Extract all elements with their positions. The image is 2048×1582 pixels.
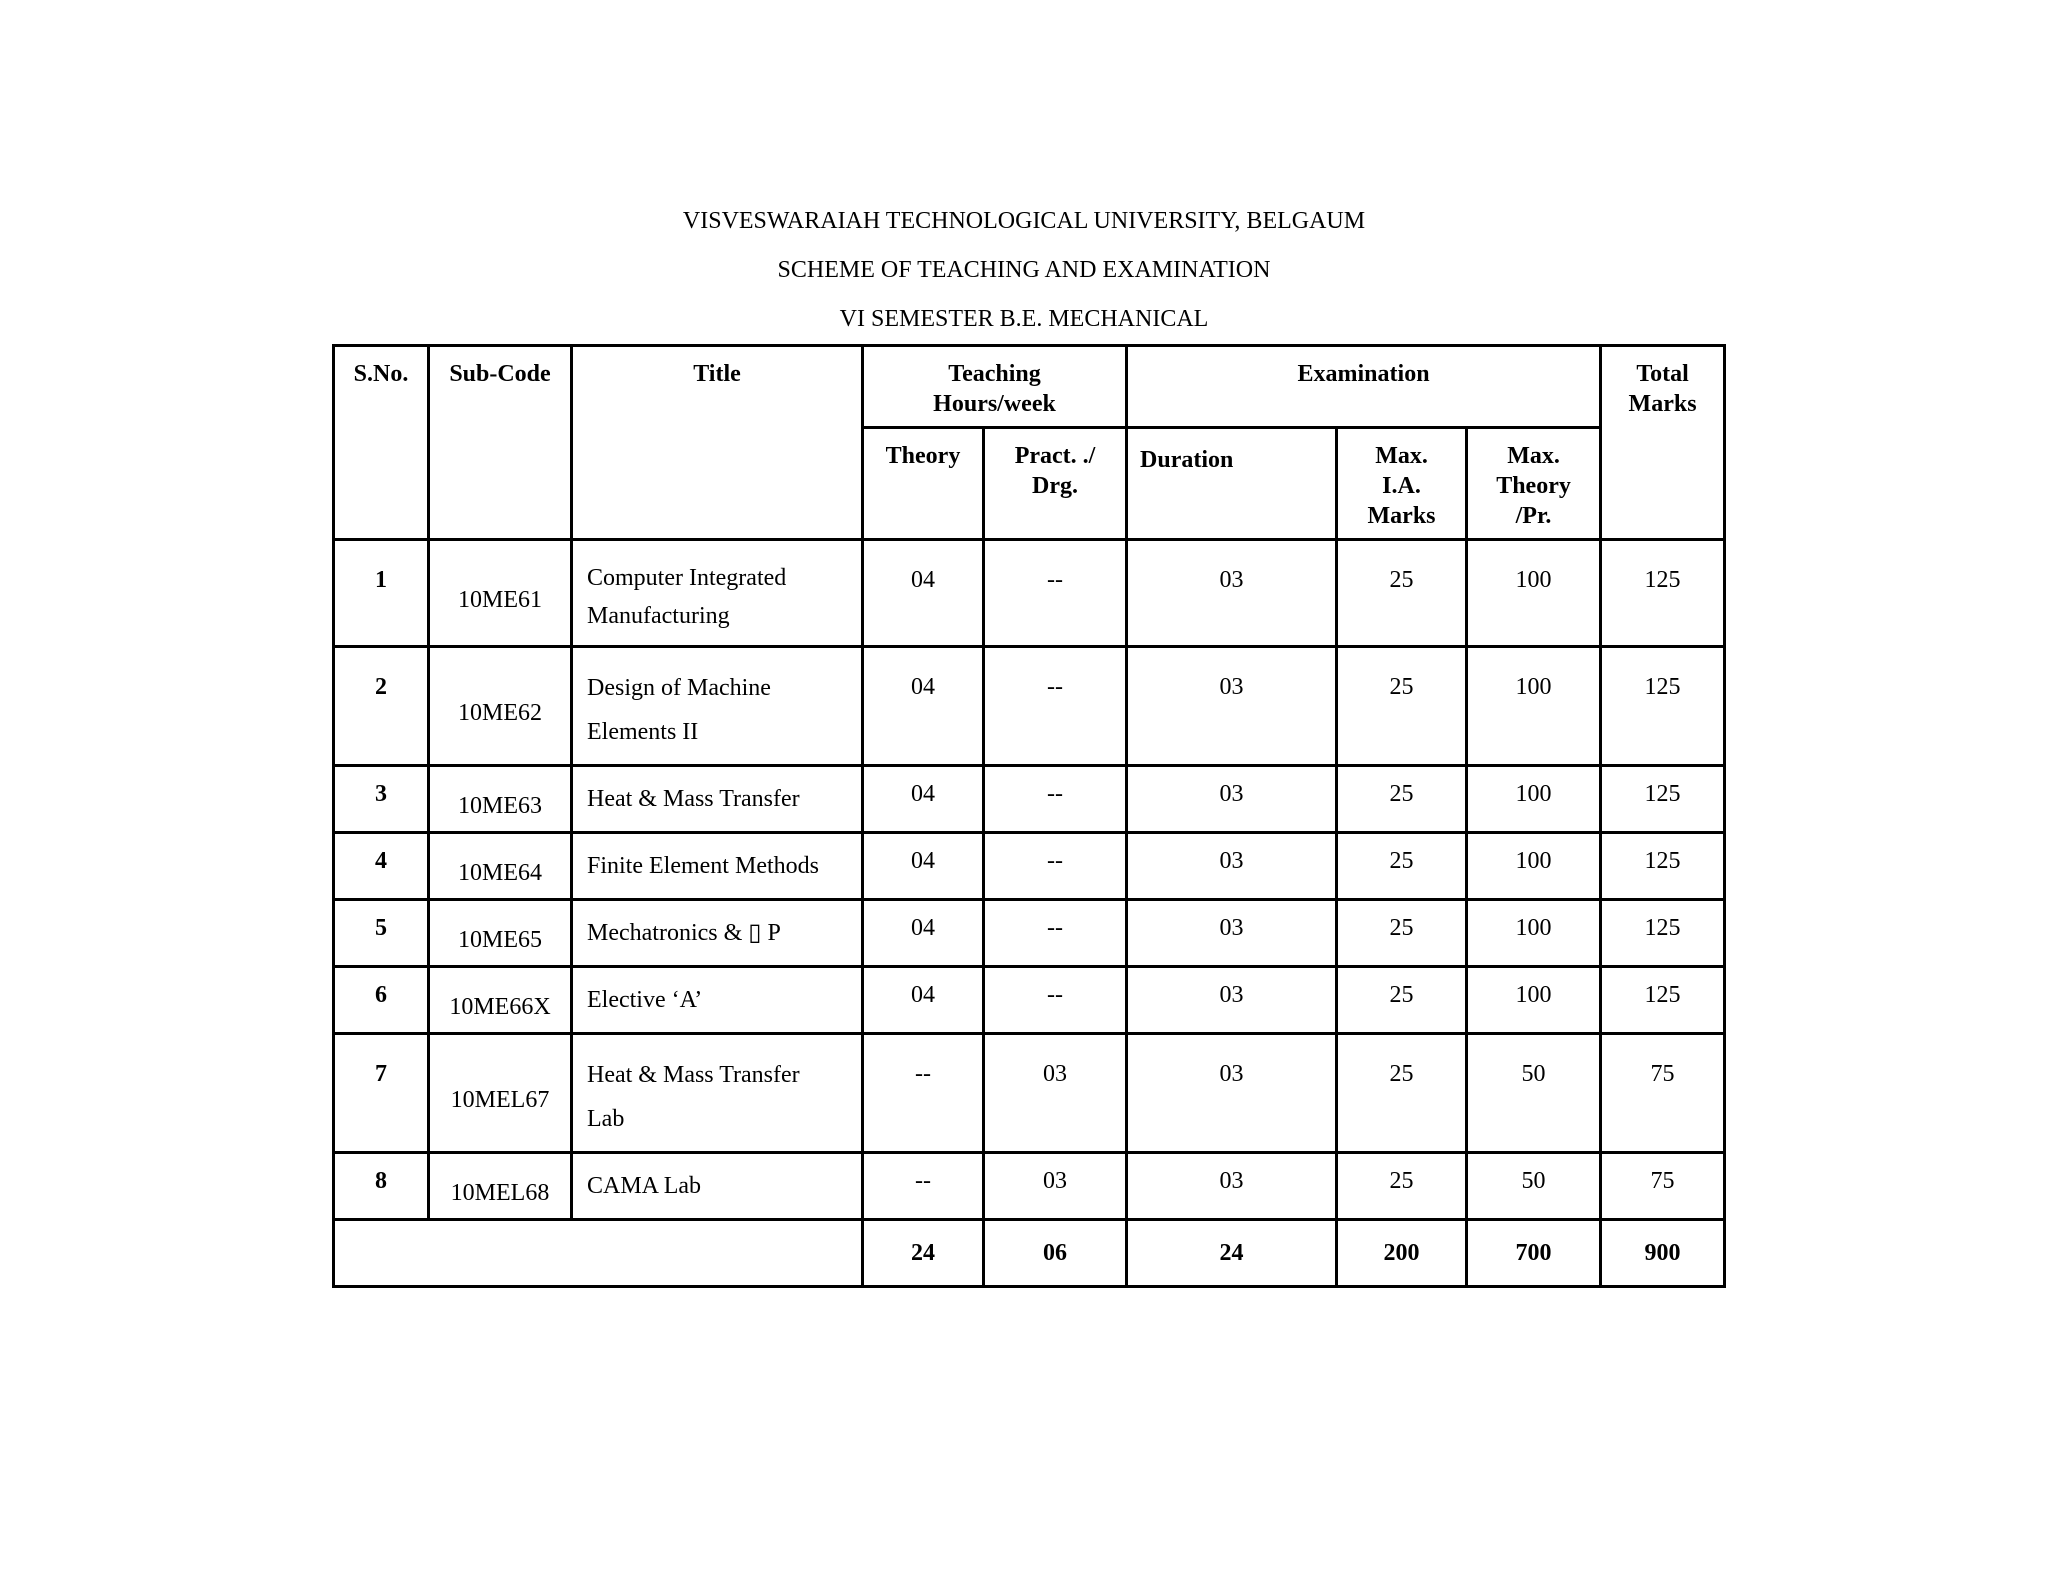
cell-ia: 25 bbox=[1337, 766, 1467, 833]
table-row bbox=[334, 967, 1725, 1034]
cell-duration: 03 bbox=[1127, 833, 1337, 900]
cell-code: 10ME64 bbox=[429, 833, 572, 900]
teaching-line1: Teaching bbox=[948, 361, 1041, 387]
title-line1: Elective ‘A’ bbox=[587, 987, 703, 1013]
title-line1: Heat & Mass Transfer bbox=[587, 786, 800, 812]
cell-duration: 03 bbox=[1127, 1153, 1337, 1220]
cell-sno: 3 bbox=[334, 766, 429, 833]
title-line1: Mechatronics & ▯ P bbox=[587, 920, 781, 946]
cell-ia: 25 bbox=[1337, 967, 1467, 1034]
header-row-1 bbox=[334, 346, 1725, 428]
total-line2: Marks bbox=[1628, 391, 1697, 417]
cell-code: 10ME61 bbox=[429, 540, 572, 647]
cell-sno: 7 bbox=[334, 1034, 429, 1153]
teaching-line2: Hours/week bbox=[933, 391, 1056, 417]
table-row bbox=[334, 900, 1725, 967]
total-line1: Total bbox=[1636, 361, 1689, 387]
cell-pract: -- bbox=[984, 967, 1127, 1034]
col-header-max-theory bbox=[1467, 428, 1601, 540]
cell-duration: 03 bbox=[1127, 1034, 1337, 1153]
cell-title bbox=[572, 647, 863, 766]
cell-sno: 4 bbox=[334, 833, 429, 900]
cell-ia: 25 bbox=[1337, 1034, 1467, 1153]
cell-total: 125 bbox=[1601, 647, 1725, 766]
cell-theory: 04 bbox=[863, 766, 984, 833]
cell-total: 125 bbox=[1601, 833, 1725, 900]
col-header-teaching bbox=[863, 346, 1127, 428]
cell-pract: -- bbox=[984, 833, 1127, 900]
col-header-duration: Duration bbox=[1127, 428, 1337, 540]
cell-theory: -- bbox=[863, 1034, 984, 1153]
cell-theory: 04 bbox=[863, 833, 984, 900]
cell-code: 10ME65 bbox=[429, 900, 572, 967]
cell-maxth: 100 bbox=[1467, 766, 1601, 833]
title-line2: Manufacturing bbox=[587, 603, 730, 629]
cell-title bbox=[572, 540, 863, 647]
cell-total: 125 bbox=[1601, 540, 1725, 647]
cell-title bbox=[572, 900, 863, 967]
cell-sno: 5 bbox=[334, 900, 429, 967]
cell-title bbox=[572, 766, 863, 833]
maxia-line1: Max. bbox=[1375, 443, 1428, 469]
cell-duration: 03 bbox=[1127, 967, 1337, 1034]
cell-maxth: 100 bbox=[1467, 540, 1601, 647]
cell-ia: 25 bbox=[1337, 900, 1467, 967]
cell-pract: -- bbox=[984, 766, 1127, 833]
cell-theory: -- bbox=[863, 1153, 984, 1220]
cell-maxth: 50 bbox=[1467, 1034, 1601, 1153]
cell-sno: 6 bbox=[334, 967, 429, 1034]
cell-code: 10ME66X bbox=[429, 967, 572, 1034]
col-header-max-ia bbox=[1337, 428, 1467, 540]
total-ia: 200 bbox=[1337, 1220, 1467, 1287]
cell-theory: 04 bbox=[863, 540, 984, 647]
cell-code: 10MEL67 bbox=[429, 1034, 572, 1153]
table-row bbox=[334, 1153, 1725, 1220]
cell-title bbox=[572, 1153, 863, 1220]
total-theory: 24 bbox=[863, 1220, 984, 1287]
col-header-sno: S.No. bbox=[334, 346, 429, 540]
cell-pract: -- bbox=[984, 900, 1127, 967]
total-pract: 06 bbox=[984, 1220, 1127, 1287]
cell-ia: 25 bbox=[1337, 1153, 1467, 1220]
title-line1: Heat & Mass Transfer bbox=[587, 1062, 800, 1088]
col-header-pract bbox=[984, 428, 1127, 540]
cell-code: 10ME62 bbox=[429, 647, 572, 766]
cell-duration: 03 bbox=[1127, 766, 1337, 833]
semester-heading: VI SEMESTER B.E. MECHANICAL bbox=[839, 306, 1209, 332]
cell-code: 10MEL68 bbox=[429, 1153, 572, 1220]
total-maxth: 700 bbox=[1467, 1220, 1601, 1287]
col-header-theory: Theory bbox=[863, 428, 984, 540]
col-header-title: Title bbox=[572, 346, 863, 540]
cell-ia: 25 bbox=[1337, 540, 1467, 647]
cell-theory: 04 bbox=[863, 900, 984, 967]
cell-duration: 03 bbox=[1127, 647, 1337, 766]
cell-maxth: 100 bbox=[1467, 900, 1601, 967]
cell-pract: -- bbox=[984, 540, 1127, 647]
cell-title bbox=[572, 967, 863, 1034]
maxth-line3: /Pr. bbox=[1515, 503, 1552, 529]
cell-code: 10ME63 bbox=[429, 766, 572, 833]
col-header-total bbox=[1601, 346, 1725, 540]
title-line2: Lab bbox=[587, 1106, 625, 1132]
cell-total: 125 bbox=[1601, 967, 1725, 1034]
total-duration: 24 bbox=[1127, 1220, 1337, 1287]
cell-title bbox=[572, 833, 863, 900]
cell-total: 75 bbox=[1601, 1153, 1725, 1220]
maxia-line3: Marks bbox=[1367, 503, 1436, 529]
cell-sno: 1 bbox=[334, 540, 429, 647]
cell-total: 75 bbox=[1601, 1034, 1725, 1153]
cell-total: 125 bbox=[1601, 900, 1725, 967]
cell-maxth: 50 bbox=[1467, 1153, 1601, 1220]
cell-duration: 03 bbox=[1127, 900, 1337, 967]
title-line1: Computer Integrated bbox=[587, 565, 787, 591]
cell-ia: 25 bbox=[1337, 833, 1467, 900]
table-row bbox=[334, 1034, 1725, 1153]
col-header-examination: Examination bbox=[1127, 346, 1601, 428]
cell-theory: 04 bbox=[863, 967, 984, 1034]
cell-sno: 8 bbox=[334, 1153, 429, 1220]
scheme-table bbox=[332, 344, 1726, 1288]
title-line2: Elements II bbox=[587, 719, 699, 745]
title-line1: CAMA Lab bbox=[587, 1173, 701, 1199]
cell-maxth: 100 bbox=[1467, 967, 1601, 1034]
table-row bbox=[334, 647, 1725, 766]
table-row bbox=[334, 766, 1725, 833]
table-row bbox=[334, 833, 1725, 900]
maxia-line2: I.A. bbox=[1382, 473, 1421, 499]
cell-duration: 03 bbox=[1127, 540, 1337, 647]
total-marks: 900 bbox=[1601, 1220, 1725, 1287]
maxth-line2: Theory bbox=[1496, 473, 1571, 499]
scheme-heading: SCHEME OF TEACHING AND EXAMINATION bbox=[777, 257, 1271, 283]
cell-maxth: 100 bbox=[1467, 833, 1601, 900]
cell-pract: 03 bbox=[984, 1034, 1127, 1153]
totals-blank-cell bbox=[334, 1220, 863, 1287]
cell-sno: 2 bbox=[334, 647, 429, 766]
table-row bbox=[334, 540, 1725, 647]
cell-pract: -- bbox=[984, 647, 1127, 766]
pract-line1: Pract. ./ bbox=[1014, 443, 1096, 469]
pract-line2: Drg. bbox=[1032, 473, 1078, 499]
title-line1: Design of Machine bbox=[587, 675, 771, 701]
totals-row bbox=[334, 1220, 1725, 1287]
cell-title bbox=[572, 1034, 863, 1153]
cell-ia: 25 bbox=[1337, 647, 1467, 766]
title-line1: Finite Element Methods bbox=[587, 853, 819, 879]
cell-total: 125 bbox=[1601, 766, 1725, 833]
university-heading: VISVESWARAIAH TECHNOLOGICAL UNIVERSITY, BELGAUM bbox=[682, 208, 1366, 234]
maxth-line1: Max. bbox=[1507, 443, 1560, 469]
cell-maxth: 100 bbox=[1467, 647, 1601, 766]
cell-pract: 03 bbox=[984, 1153, 1127, 1220]
col-header-subcode: Sub-Code bbox=[429, 346, 572, 540]
cell-theory: 04 bbox=[863, 647, 984, 766]
